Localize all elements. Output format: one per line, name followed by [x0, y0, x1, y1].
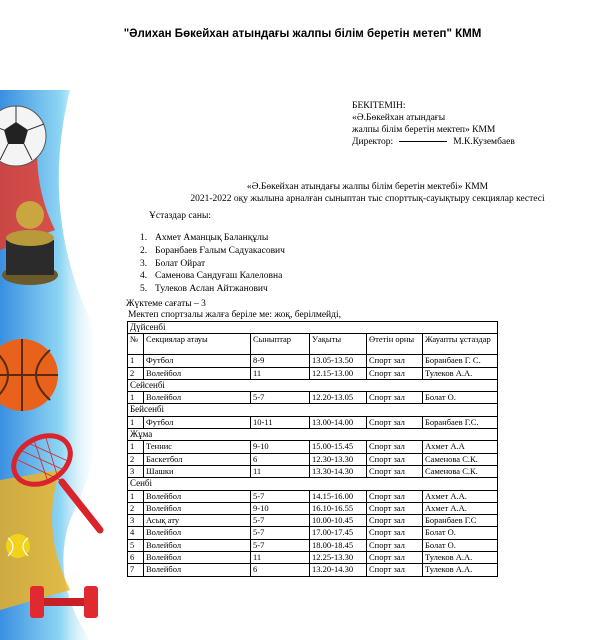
- teacher-item: 1. Ахмет Аманцық Баланқұлы: [140, 233, 269, 243]
- table-cell: 11: [251, 552, 310, 564]
- day-name: Сейсенбі: [128, 379, 498, 391]
- day-row: [128, 404, 498, 416]
- signature-line: [399, 141, 447, 142]
- table-cell: Спорт зал: [367, 564, 423, 576]
- table-row: [128, 552, 498, 564]
- column-header: Уақыты: [310, 334, 367, 355]
- table-row: [128, 355, 498, 367]
- director-label: Директор:: [352, 137, 394, 147]
- day-row: [128, 429, 498, 441]
- sports-decoration: [0, 90, 128, 640]
- day-row: [128, 379, 498, 391]
- table-cell: Волейбол: [144, 502, 251, 514]
- column-header: №: [128, 334, 144, 355]
- table-cell: 9-10: [251, 502, 310, 514]
- table-cell: 10-11: [251, 416, 310, 428]
- approval-line-2: жалпы білім беретін мектеп» КММ: [352, 125, 496, 135]
- table-cell: Спорт зал: [367, 539, 423, 551]
- table-cell: Волейбол: [144, 539, 251, 551]
- table-cell: Спорт зал: [367, 502, 423, 514]
- table-cell: 5-7: [251, 392, 310, 404]
- table-row: [128, 441, 498, 453]
- table-cell: 6: [128, 552, 144, 564]
- table-row: [128, 367, 498, 379]
- table-cell: 13.05-13.50: [310, 355, 367, 367]
- table-cell: Волейбол: [144, 367, 251, 379]
- table-cell: Спорт зал: [367, 416, 423, 428]
- table-cell: 2: [128, 367, 144, 379]
- table-cell: Боранбаев Г.С: [423, 515, 498, 527]
- day-row: [128, 322, 498, 334]
- school-header-title: "Әлихан Бөкейхан атындағы жалпы білім беретін метеп" КММ: [123, 28, 482, 40]
- table-cell: Саменова С.К.: [423, 453, 498, 465]
- day-row: [128, 478, 498, 490]
- table-row: [128, 564, 498, 576]
- column-header: Өтетін орны: [367, 334, 423, 355]
- table-cell: 1: [128, 416, 144, 428]
- table-cell: Спорт зал: [367, 527, 423, 539]
- table-row: [128, 502, 498, 514]
- table-cell: Спорт зал: [367, 552, 423, 564]
- table-cell: 10.00-10.45: [310, 515, 367, 527]
- table-cell: Спорт зал: [367, 490, 423, 502]
- table-cell: 5-7: [251, 539, 310, 551]
- table-cell: 9-10: [251, 441, 310, 453]
- table-cell: 5-7: [251, 515, 310, 527]
- teacher-item: 3. Болат Ойрат: [140, 258, 206, 269]
- gym-rent-note: Мектеп спортзалы жалға беріле ме: жоқ, берілмейді,: [128, 310, 341, 320]
- table-cell: 2: [128, 453, 144, 465]
- table-cell: 14.15-16.00: [310, 490, 367, 502]
- teachers-list: [140, 232, 285, 296]
- approval-heading: БЕКІТЕМІН:: [352, 101, 406, 111]
- table-cell: Волейбол: [144, 392, 251, 404]
- table-cell: Теннис: [144, 441, 251, 453]
- table-cell: Ахмет А.А: [423, 441, 498, 453]
- table-cell: Спорт зал: [367, 453, 423, 465]
- column-header: Жауапты ұстаздар: [423, 334, 498, 355]
- table-cell: 11: [251, 367, 310, 379]
- table-cell: Ахмет А.А.: [423, 502, 498, 514]
- table-cell: Шашки: [144, 465, 251, 477]
- table-cell: Спорт зал: [367, 465, 423, 477]
- table-cell: Асық ату: [144, 515, 251, 527]
- table-cell: Волейбол: [144, 527, 251, 539]
- table-cell: 1: [128, 355, 144, 367]
- tennis-ball-icon: [6, 534, 30, 558]
- table-cell: Боранбаев Г. С.: [423, 355, 498, 367]
- table-cell: 12.15-13.00: [310, 367, 367, 379]
- table-cell: Футбол: [144, 416, 251, 428]
- table-cell: Футбол: [144, 355, 251, 367]
- table-cell: 12.20-13.05: [310, 392, 367, 404]
- table-row: [128, 416, 498, 428]
- table-cell: 16.10-16.55: [310, 502, 367, 514]
- load-hours: Жүктеме сағаты – 3: [126, 299, 206, 309]
- document-title-line-1: «Ә.Бөкейхан атындағы жалпы білім беретін мектебі» КММ: [246, 182, 489, 192]
- table-cell: Волейбол: [144, 490, 251, 502]
- table-cell: 12.30-13.30: [310, 453, 367, 465]
- table-row: [128, 465, 498, 477]
- table-cell: 1: [128, 392, 144, 404]
- table-cell: 4: [128, 527, 144, 539]
- teacher-item: 4. Саменова Сандуғаш Калеловна: [140, 271, 283, 282]
- day-name: Жұма: [128, 429, 498, 441]
- teachers-heading: Ұстаздар саны:: [149, 211, 211, 221]
- table-cell: 6: [251, 453, 310, 465]
- table-cell: 15.00-15.45: [310, 441, 367, 453]
- table-cell: 3: [128, 465, 144, 477]
- table-cell: Волейбол: [144, 564, 251, 576]
- table-row: [128, 527, 498, 539]
- column-header: Секциялар атауы: [144, 334, 251, 355]
- table-row: [128, 515, 498, 527]
- approval-block: [352, 100, 515, 148]
- table-row: [128, 453, 498, 465]
- table-cell: 3: [128, 515, 144, 527]
- table-cell: 5-7: [251, 527, 310, 539]
- table-cell: Болат О.: [423, 527, 498, 539]
- table-cell: Волейбол: [144, 552, 251, 564]
- table-cell: Спорт зал: [367, 515, 423, 527]
- table-cell: 13.00-14.00: [310, 416, 367, 428]
- table-cell: 1: [128, 490, 144, 502]
- teacher-item: 5. Тулеков Аслан Айтжанович: [140, 284, 268, 295]
- table-cell: Тулеков А.А.: [423, 367, 498, 379]
- basketball-icon: [0, 339, 58, 411]
- table-row: [128, 490, 498, 502]
- table-cell: 13.30-14.30: [310, 465, 367, 477]
- teacher-item: 2. Боранбаев Ғалым Садуакасович: [140, 245, 285, 256]
- document-title-line-2: 2021-2022 оқу жылына арналған сыныптан тыс спорттық-сауықтыру секциялар кестесі: [190, 193, 545, 204]
- table-cell: 6: [251, 564, 310, 576]
- table-cell: Тулеков А.А.: [423, 564, 498, 576]
- table-cell: Спорт зал: [367, 392, 423, 404]
- table-cell: 8-9: [251, 355, 310, 367]
- table-cell: 5-7: [251, 490, 310, 502]
- schedule-table: [127, 321, 498, 577]
- table-cell: Спорт зал: [367, 355, 423, 367]
- table-cell: Баскетбол: [144, 453, 251, 465]
- table-cell: Саменова С.К.: [423, 465, 498, 477]
- table-header-row: [128, 334, 498, 355]
- table-row: [128, 392, 498, 404]
- table-cell: 17.00-17.45: [310, 527, 367, 539]
- table-cell: 18.00-18.45: [310, 539, 367, 551]
- director-name: М.К.Кузембаев: [453, 137, 515, 147]
- table-cell: 13.20-14.30: [310, 564, 367, 576]
- column-header: Сыныптар: [251, 334, 310, 355]
- table-cell: Ахмет А.А.: [423, 490, 498, 502]
- day-name: Сенбі: [128, 478, 498, 490]
- director-row: [352, 136, 515, 148]
- day-name: Бейсенбі: [128, 404, 498, 416]
- table-cell: 2: [128, 502, 144, 514]
- table-cell: Тулеков А.А.: [423, 552, 498, 564]
- table-cell: Боранбаев Г.С.: [423, 416, 498, 428]
- table-cell: Спорт зал: [367, 441, 423, 453]
- day-name: Дүйсенбі: [128, 322, 498, 334]
- approval-line-1: «Ә.Бөкейхан атындағы: [352, 113, 446, 123]
- table-cell: 1: [128, 441, 144, 453]
- document-title: [130, 182, 605, 205]
- table-cell: 7: [128, 564, 144, 576]
- table-cell: 12.25-13.30: [310, 552, 367, 564]
- table-cell: Болат О.: [423, 539, 498, 551]
- table-cell: 11: [251, 465, 310, 477]
- table-row: [128, 539, 498, 551]
- table-cell: Болат О.: [423, 392, 498, 404]
- table-cell: 5: [128, 539, 144, 551]
- table-cell: Спорт зал: [367, 367, 423, 379]
